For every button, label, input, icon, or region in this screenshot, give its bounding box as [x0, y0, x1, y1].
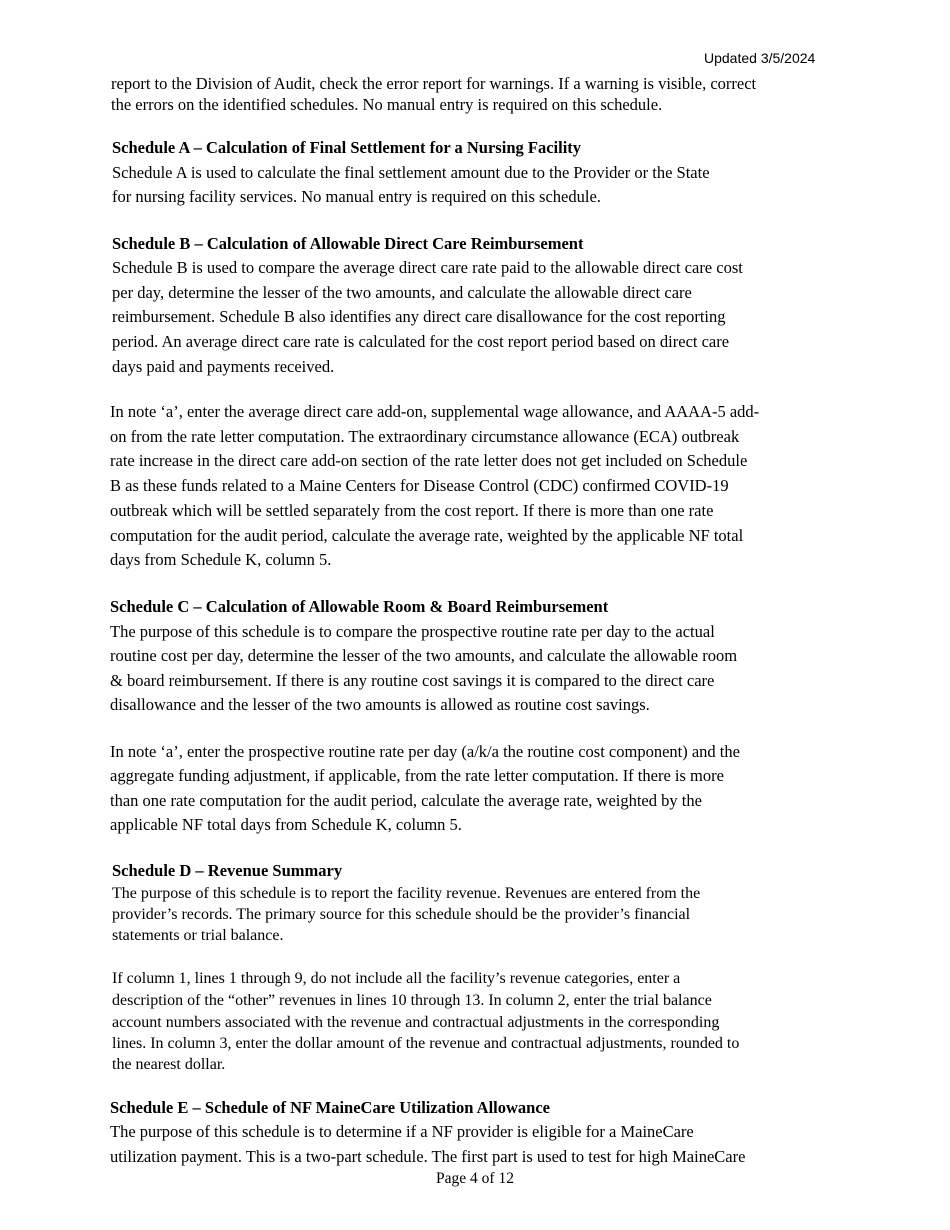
schedule-c-note-line: than one rate computation for the audit period, calculate the average rate, weighted by the: [110, 791, 702, 810]
schedule-a-heading: Schedule A – Calculation of Final Settlement for a Nursing Facility: [112, 138, 582, 157]
schedule-b-line: period. An average direct care rate is calculated for the cost report period based on direct care: [112, 332, 730, 351]
schedule-b-line: per day, determine the lesser of the two amounts, and calculate the allowable direct care: [112, 283, 692, 302]
schedule-d-note-line: lines. In column 3, enter the dollar amount of the revenue and contractual adjustments, rounded to: [112, 1035, 740, 1052]
schedule-c-note-line: applicable NF total days from Schedule K, column 5.: [110, 815, 462, 834]
schedule-c-note-line: In note ‘a’, enter the prospective routine rate per day (a/k/a the routine cost component) and the: [110, 742, 740, 761]
schedule-b-note-line: computation for the audit period, calculate the average rate, weighted by the applicable NF total: [110, 526, 744, 545]
schedule-d-heading: Schedule D – Revenue Summary: [112, 861, 343, 880]
schedule-e-line: utilization payment. This is a two-part schedule. The first part is used to test for high MaineCare: [110, 1147, 746, 1166]
schedule-d-note-line: description of the “other” revenues in lines 10 through 13. In column 2, enter the trial balance: [112, 992, 712, 1009]
schedule-d-note-line: the nearest dollar.: [112, 1056, 226, 1073]
schedule-d-note-line: If column 1, lines 1 through 9, do not include all the facility’s revenue categories, enter a: [112, 970, 681, 987]
schedule-b-note-line: In note ‘a’, enter the average direct care add-on, supplemental wage allowance, and AAAA-5 add-: [110, 402, 760, 421]
schedule-d-line: The purpose of this schedule is to report the facility revenue. Revenues are entered from the: [112, 885, 701, 902]
schedule-b-heading: Schedule B – Calculation of Allowable Direct Care Reimbursement: [112, 234, 584, 253]
schedule-d-line: provider’s records. The primary source for this schedule should be the provider’s financial: [112, 906, 691, 923]
schedule-c-line: The purpose of this schedule is to compare the prospective routine rate per day to the actual: [110, 622, 715, 641]
schedule-b-note-line: B as these funds related to a Maine Centers for Disease Control (CDC) confirmed COVID-19: [110, 476, 729, 495]
schedule-b-line: Schedule B is used to compare the average direct care rate paid to the allowable direct care cost: [112, 258, 743, 277]
schedule-b-note-line: on from the rate letter computation. The extraordinary circumstance allowance (ECA) outbreak: [110, 427, 740, 446]
schedule-b-note-line: days from Schedule K, column 5.: [110, 550, 332, 569]
intro-line: report to the Division of Audit, check the error report for warnings. If a warning is visible, correct: [111, 74, 757, 93]
schedule-c-line: routine cost per day, determine the lesser of the two amounts, and calculate the allowable room: [110, 646, 738, 665]
schedule-b-note-line: outbreak which will be settled separately from the cost report. If there is more than one rate: [110, 501, 714, 520]
schedule-a-line: for nursing facility services. No manual entry is required on this schedule.: [112, 187, 601, 206]
schedule-c-line: disallowance and the lesser of the two amounts is allowed as routine cost savings.: [110, 695, 650, 714]
schedule-a-line: Schedule A is used to calculate the final settlement amount due to the Provider or the State: [112, 163, 710, 182]
updated-date: Updated 3/5/2024: [704, 50, 816, 66]
schedule-b-line: reimbursement. Schedule B also identifies any direct care disallowance for the cost reporting: [112, 307, 726, 326]
schedule-c-note-line: aggregate funding adjustment, if applicable, from the rate letter computation. If there is more: [110, 766, 724, 785]
schedule-b-line: days paid and payments received.: [112, 357, 335, 376]
page-number: Page 4 of 12: [436, 1170, 514, 1187]
schedule-e-heading: Schedule E – Schedule of NF MaineCare Utilization Allowance: [110, 1098, 550, 1117]
schedule-d-note-line: account numbers associated with the revenue and contractual adjustments in the corresponding: [112, 1014, 720, 1031]
schedule-b-note-line: rate increase in the direct care add-on section of the rate letter does not get included on Schedule: [110, 451, 748, 470]
intro-line: the errors on the identified schedules. No manual entry is required on this schedule.: [111, 95, 663, 114]
schedule-c-heading: Schedule C – Calculation of Allowable Room & Board Reimbursement: [110, 597, 609, 616]
schedule-e-line: The purpose of this schedule is to determine if a NF provider is eligible for a MaineCare: [110, 1122, 694, 1141]
schedule-d-line: statements or trial balance.: [112, 927, 284, 944]
schedule-c-line: & board reimbursement. If there is any routine cost savings it is compared to the direct care: [110, 671, 715, 690]
